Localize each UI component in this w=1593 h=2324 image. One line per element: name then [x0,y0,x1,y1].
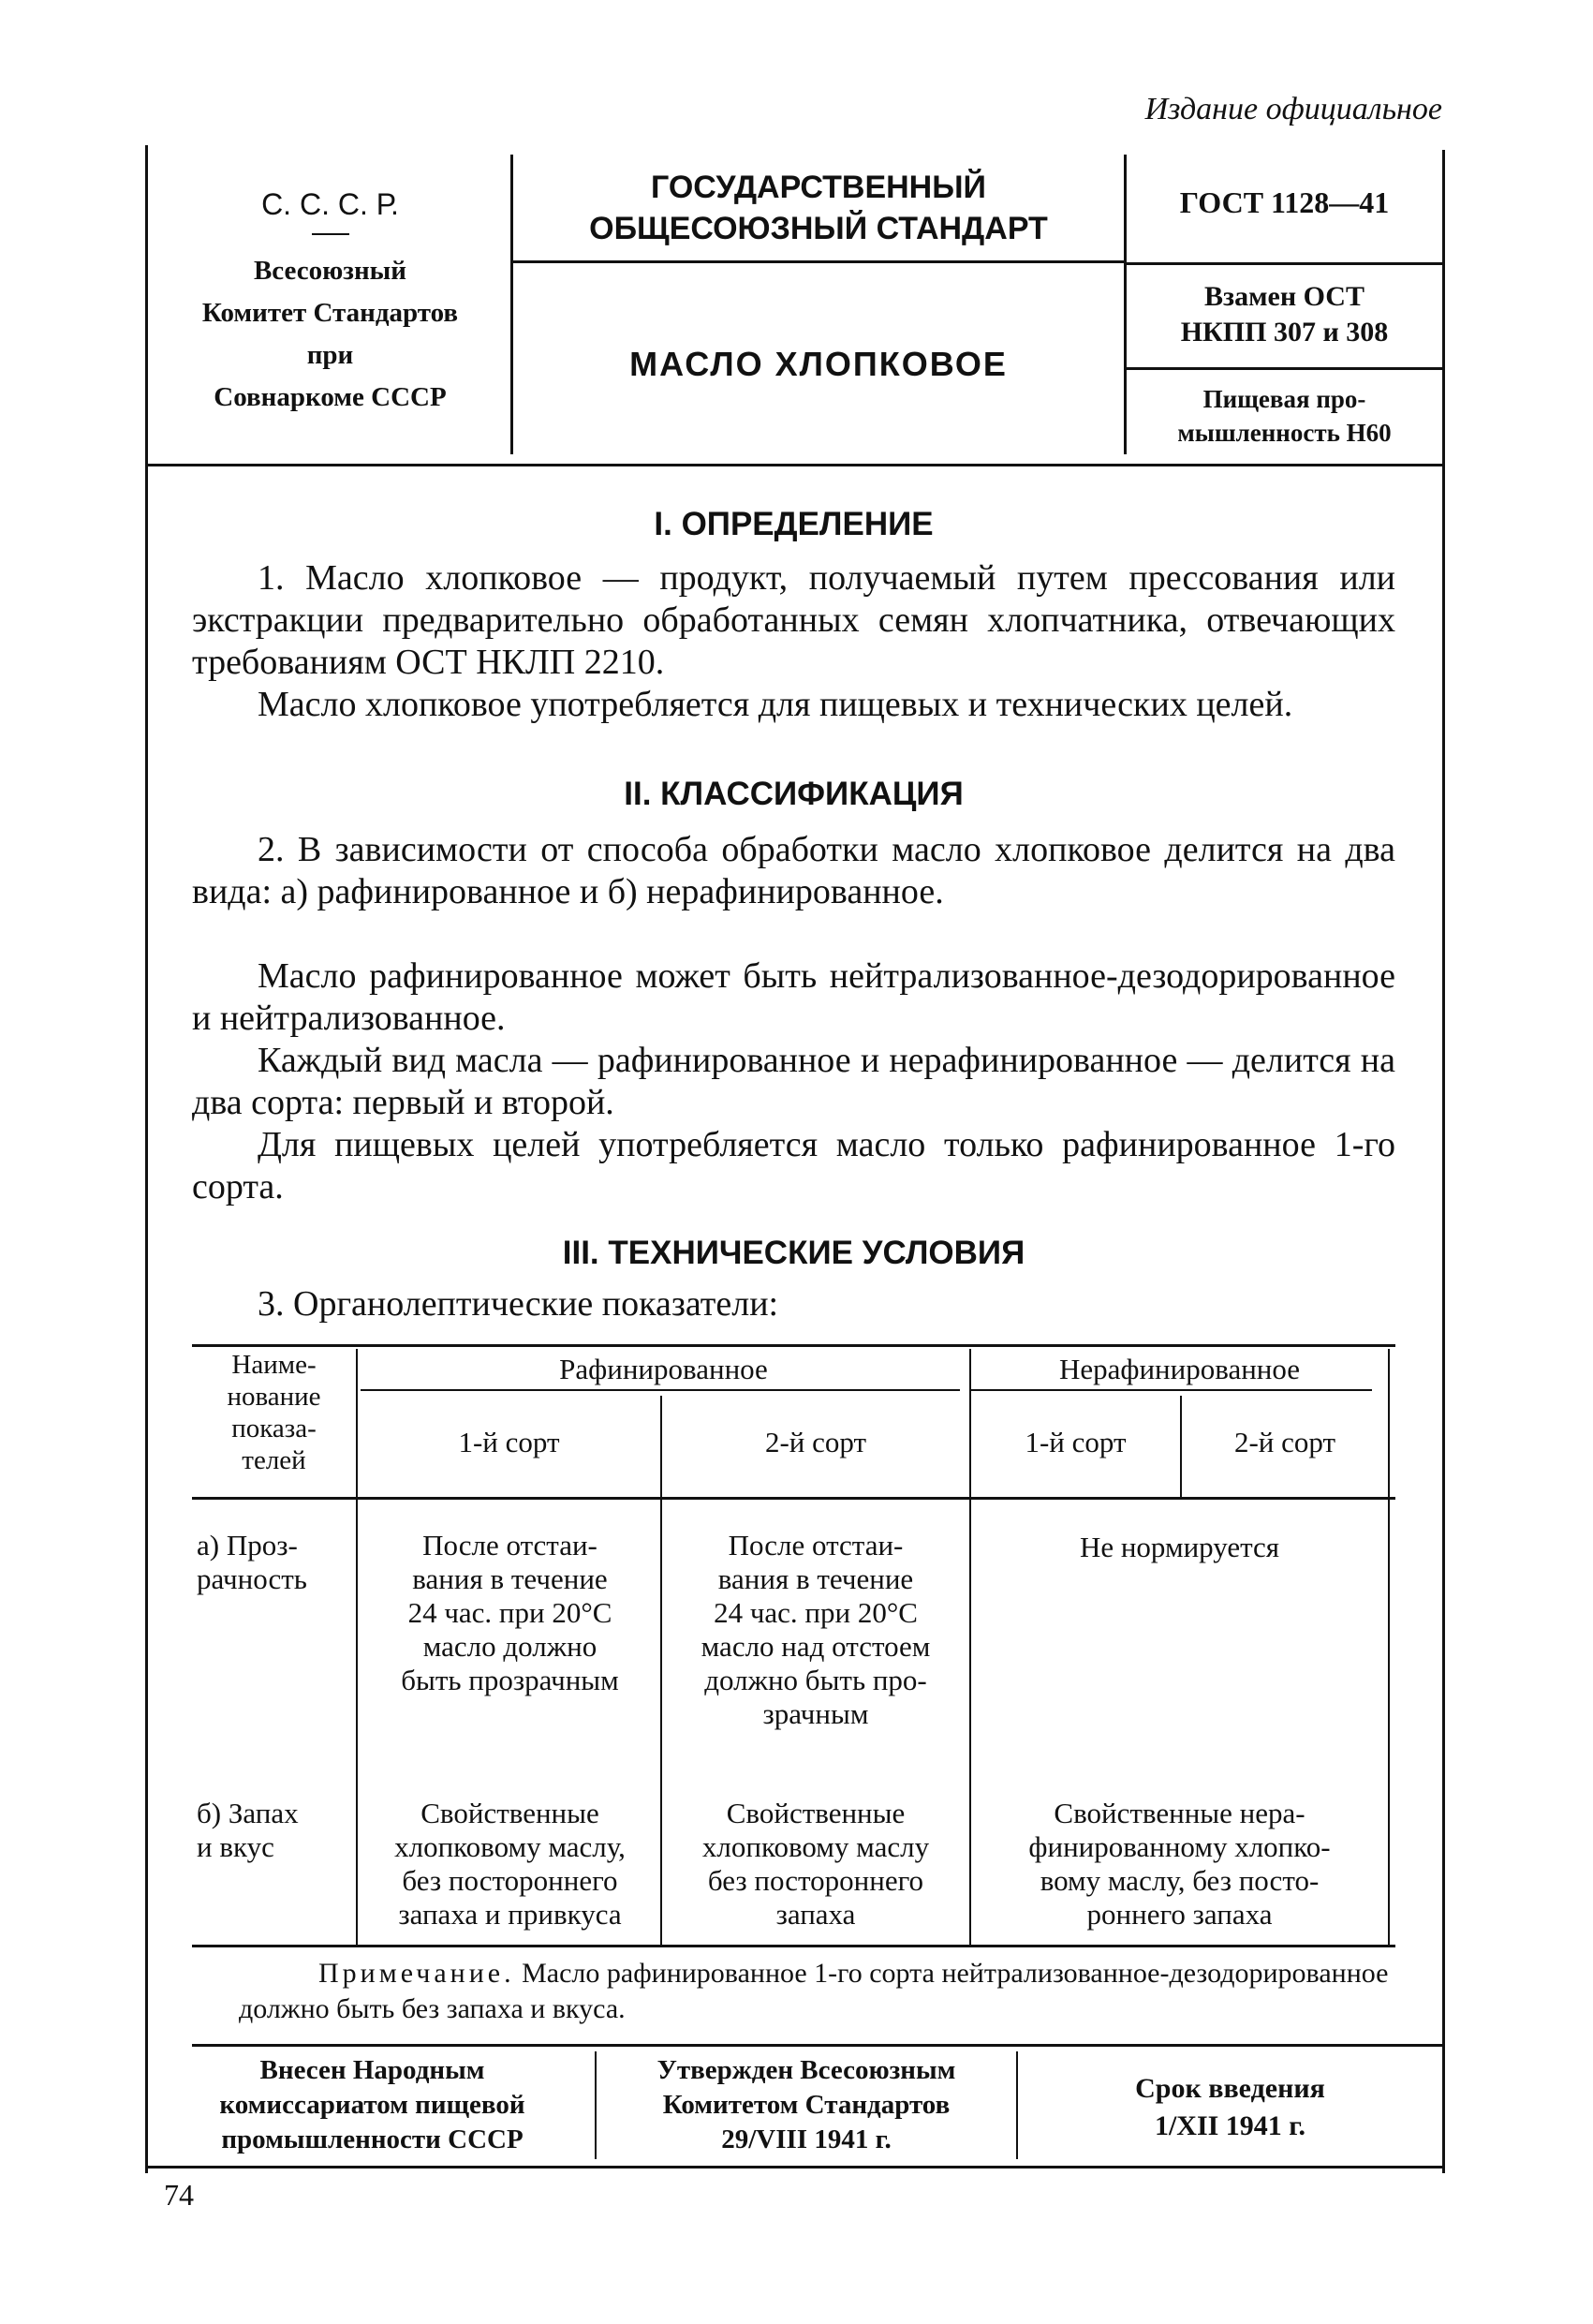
table-head-indicator: Наиме- нование показа- телей [227,1350,321,1475]
gost-number: ГОСТ 1128—41 [1179,185,1390,219]
committee-line-4: Совнаркоме СССР [214,382,447,412]
table-group-rule-right [969,1389,1372,1391]
header-right-rule-1 [1127,262,1442,265]
row-a-unrefined: Не нормируется [1079,1531,1280,1563]
replaces-block [1127,279,1442,350]
edition-label: Издание официальное [1144,92,1442,126]
table-head-unrefined-grade-2: 2-й сорт [1233,1426,1336,1458]
footer-bottom-rule [148,2166,1442,2169]
section-2-title: II. КЛАССИФИКАЦИЯ [624,776,964,812]
industry-line-1: Пищевая про- [1202,385,1366,413]
section-3-title: III. ТЕХНИЧЕСКИЕ УСЛОВИЯ [562,1235,1025,1271]
page-right-border [1442,150,1445,2173]
row-a-refined-grade-1: После отстаи- вания в течение 24 час. при 20°С масло должно быть прозрачным [401,1529,619,1696]
section-3-paragraph-1: 3. Органолептические показатели: [258,1284,779,1324]
section-1-paragraph-2: Масло хлопковое употребляется для пищевых и технических целей. [258,685,1293,724]
committee-line-1: Всесоюзный [253,256,407,286]
note-label: Примечание. [318,1958,515,1989]
committee-line-2: Комитет Стандартов [201,298,459,328]
table-top-rule [192,1344,1395,1347]
note-text: Масло рафинированное 1-го сорта нейтрализованное-дезодорированное должно быть без запаха и вкуса. [239,1958,1389,2024]
committee-line-3: при [306,340,354,370]
table-head-refined: Рафинированное [559,1353,768,1385]
row-b-name: б) Запах и вкус [197,1797,299,1863]
industry-line-2: мышленность Н60 [1177,419,1392,447]
footer-submitted-by: Внесен Народным комиссариатом пищевой промышленности СССР [219,2055,525,2154]
table-head-unrefined: Нерафинированное [1058,1353,1301,1385]
table-head-unrefined-grade-1: 1-й сорт [1025,1426,1127,1458]
header-center-rule [513,260,1124,263]
header-left-block [150,187,510,419]
section-1-paragraph-1: 1. Масло хлопковое — продукт, получаемый путем прессования или экстракции предварительно обработанных семян хлопчатника, отвечающих требованиям ОСТ НКЛП 2210. [192,558,1395,682]
table-head-bottom-rule [192,1497,1395,1500]
standard-type-line-1: ГОСУДАРСТВЕННЫЙ [651,170,986,205]
standard-type-line-2: ОБЩЕСОЮЗНЫЙ СТАНДАРТ [589,211,1048,246]
page-number: 74 [164,2178,194,2212]
country-label: С. С. С. Р. [261,187,399,221]
header-standard-type [513,167,1124,249]
row-a-name: а) Проз- рачность [197,1529,307,1595]
table-head-refined-grade-2: 2-й сорт [764,1426,867,1458]
section-1-title: I. ОПРЕДЕЛЕНИЕ [654,506,934,542]
footer-top-rule [192,2044,1442,2047]
document-title: МАСЛО ХЛОПКОВОЕ [629,345,1008,383]
short-rule [312,233,349,235]
row-b-refined-grade-2: Свойственные хлопковому маслу без постороннего запаха [701,1797,930,1931]
section-2-paragraph-2: Масло рафинированное может быть нейтрализованное-дезодорированное и нейтрализованное. [192,956,1395,1038]
table-group-rule-left [361,1389,960,1391]
page-left-border [145,145,148,2173]
header-bottom-rule [148,464,1442,466]
table-right-border [1388,1349,1390,1945]
section-2-paragraph-4: Для пищевых целей употребляется масло только рафинированное 1-го сорта. [192,1125,1395,1206]
header-right-rule-2 [1127,367,1442,370]
section-2-paragraph-1: 2. В зависимости от способа обработки масло хлопковое делится на два вида: а) рафинированное и б) нерафинированное. [192,830,1395,911]
industry-block [1127,382,1442,450]
replaces-line-2: НКПП 307 и 308 [1180,317,1389,348]
section-2-paragraph-3: Каждый вид масла — рафинированное и нерафинированное — делится на два сорта: первый и второй. [192,1041,1395,1122]
row-a-refined-grade-2: После отстаи- вания в течение 24 час. при 20°С масло над отстоем должно быть про- зрачным [701,1529,931,1730]
table-note [239,1956,1395,2027]
table-bottom-rule [192,1945,1395,1947]
row-b-refined-grade-1: Свойственные хлопковому маслу, без постороннего запаха и привкуса [394,1797,626,1931]
footer-approved-by: Утвержден Всесоюзным Комитетом Стандартов 29/VIII 1941 г. [656,2055,956,2154]
footer-effective-date: Срок введения 1/XII 1941 г. [1135,2073,1325,2141]
row-b-unrefined: Свойственные нера- финированному хлопко- вому маслу, без посто- роннего запаха [1028,1797,1331,1931]
replaces-line-1: Взамен ОСТ [1204,281,1364,312]
table-head-refined-grade-1: 1-й сорт [458,1426,560,1458]
